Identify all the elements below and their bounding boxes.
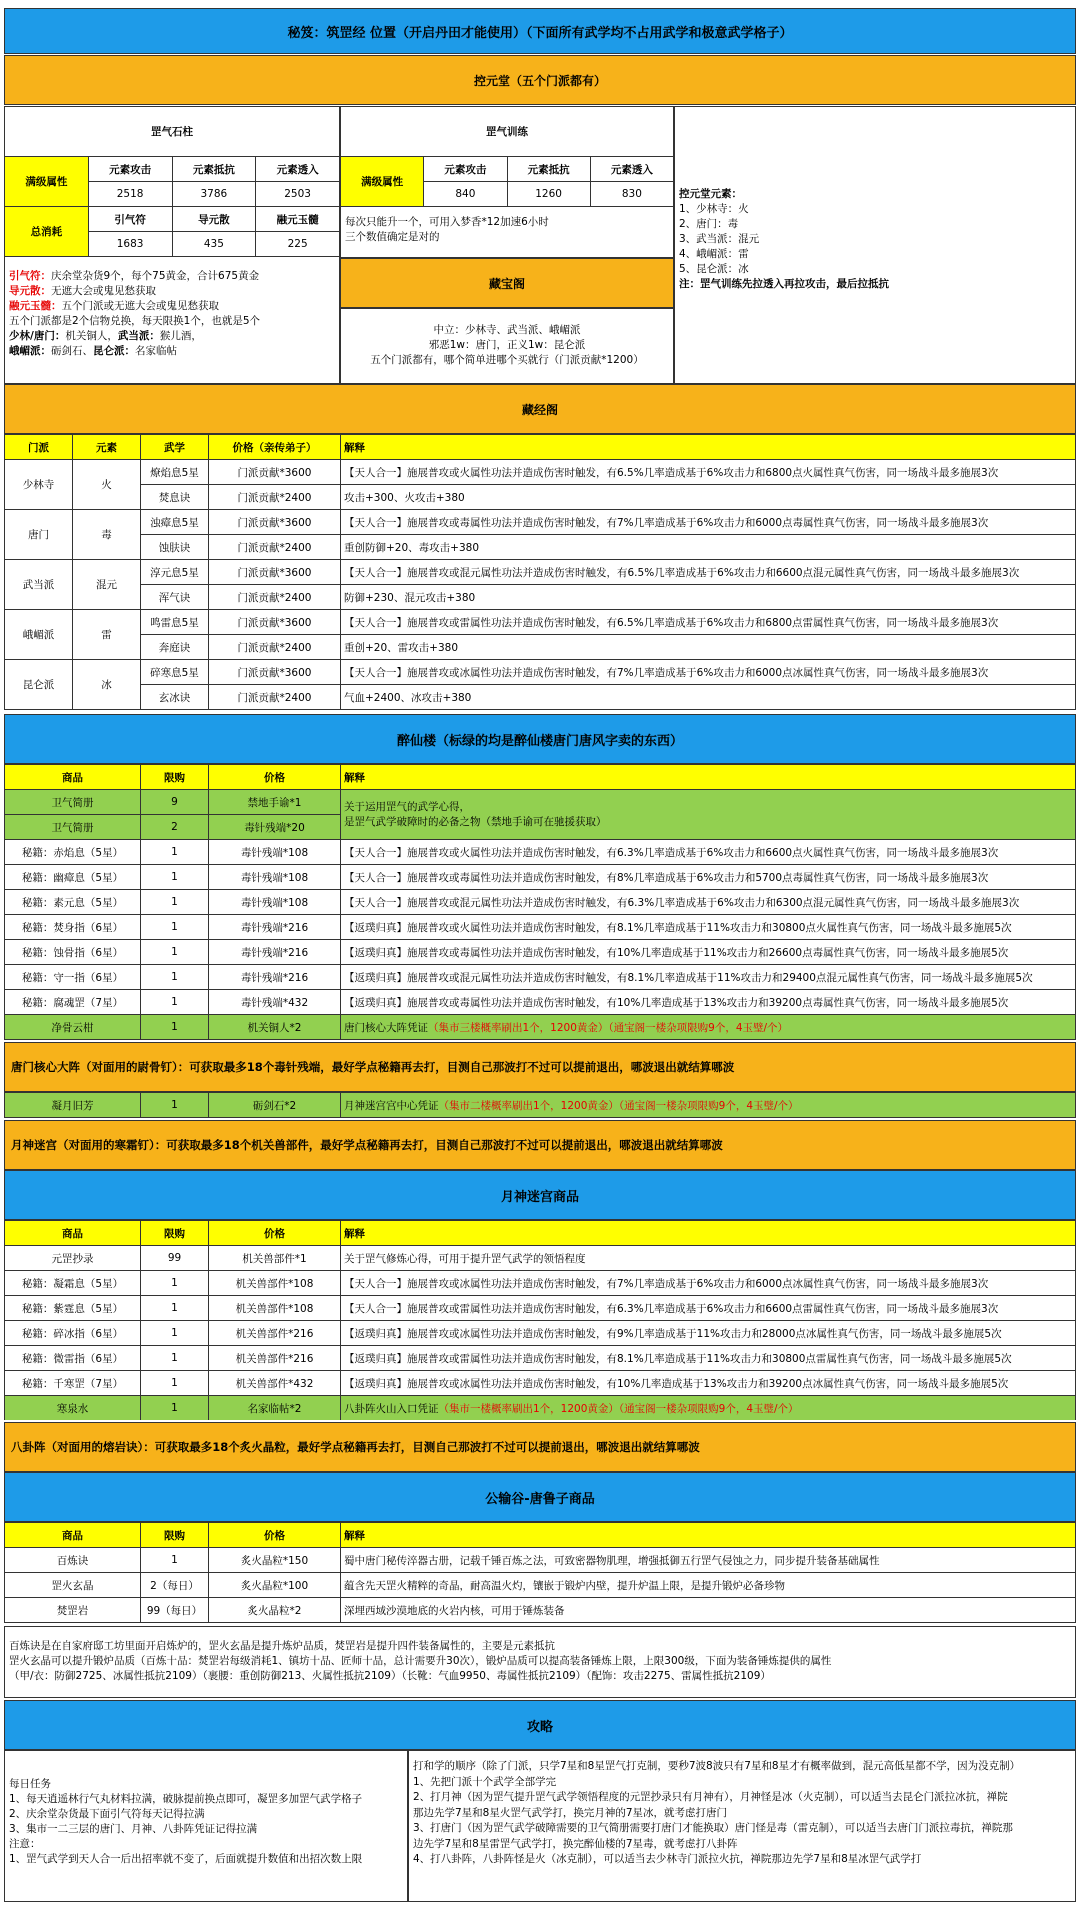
skill-desc: 重创防御+20、毒攻击+380 — [341, 535, 1076, 560]
tangmen-bar — [4, 1042, 1076, 1092]
skill-price: 门派贡献*2400 — [209, 585, 341, 610]
stone-c1: 引气符 — [88, 207, 172, 232]
elements-panel — [674, 106, 1076, 384]
skill-desc: 【天人合一】施展普攻或毒属性功法并造成伤害时触发，有7%几率造成基于6%攻击力和6000点毒属性真气伤害，同一场战斗最多施展3次 — [341, 510, 1076, 535]
item-name: 秘籍：腐魂罡（7星） — [5, 990, 141, 1015]
training-section — [340, 106, 674, 206]
stone-pillar-section — [4, 106, 340, 256]
sect-element: 混元 — [73, 560, 141, 610]
cangbao-l1: 中立：少林寺、武当派、峨嵋派 — [433, 324, 581, 336]
item-desc: 【返璞归真】施展普攻或混元属性功法并造成伤害时触发，有8.1%几率造成基于11%攻击力和29400点混元属性真气伤害，同一场战斗最多施展5次 — [341, 965, 1076, 990]
item-limit: 1 — [141, 865, 209, 890]
item-desc: 【返璞归真】施展普攻或冰属性功法并造成伤害时触发，有10%几率造成基于13%攻击力和39200点冰属性真气伤害，同一场战斗最多施展5次 — [341, 1371, 1076, 1396]
train-attr-label: 满级属性 — [341, 157, 424, 207]
sect-element: 毒 — [73, 510, 141, 560]
item-limit: 1 — [141, 890, 209, 915]
skill-price: 门派贡献*2400 — [209, 535, 341, 560]
item-limit: 1 — [141, 1371, 209, 1396]
ys-h-limit: 限购 — [141, 1221, 209, 1246]
item-limit: 1 — [141, 1093, 209, 1118]
stone-v3: 2503 — [256, 182, 340, 207]
ys-h-price: 价格 — [209, 1221, 341, 1246]
table-row — [5, 1271, 1076, 1296]
note-f-k1: 峨嵋派： — [9, 345, 51, 357]
gongshu-note2: 罡火玄晶可以提升锻炉品质（百炼十品：焚罡岩每级消耗1、镇坊十品、匠师十品，总计需要升30次），锻炉品质可以提高装备锤炼上限，上限300级，下面为装备锤炼提供的属性 — [9, 1655, 832, 1667]
item-limit: 1 — [141, 1271, 209, 1296]
table-row — [5, 685, 1076, 710]
note-f-v2: 名家临帖 — [135, 345, 177, 357]
item-name: 秘籍：微雷指（6星） — [5, 1346, 141, 1371]
table-row — [5, 610, 1076, 635]
table-row — [5, 1346, 1076, 1371]
item-desc — [341, 1015, 1076, 1040]
table-row — [5, 635, 1076, 660]
stone-cost-label: 总消耗 — [5, 207, 89, 257]
guide-header — [4, 1700, 1076, 1750]
train-note1: 每次只能升一个，可用入梦香*12加速6小时 — [345, 216, 549, 228]
stone-title: 罡气石柱 — [5, 107, 340, 157]
elements-title: 控元堂元素： — [679, 188, 742, 200]
cj-h-desc: 解释 — [341, 435, 1076, 460]
table-row — [5, 1296, 1076, 1321]
item-price: 机关兽部件*1 — [209, 1246, 341, 1271]
zx-h-limit: 限购 — [141, 765, 209, 790]
guide-right-line: 边先学7星和8星雷罡气武学打，换完醉仙楼的7星毒，就考虑打八卦阵 — [413, 1837, 738, 1850]
item-name: 焚罡岩 — [5, 1598, 141, 1623]
sect-element: 雷 — [73, 610, 141, 660]
item-limit: 2 — [141, 815, 209, 840]
item-price: 毒针残端*216 — [209, 915, 341, 940]
gongshu-note3: （甲/衣：防御2725、冰属性抵抗2109）（裹腰：重创防御213、火属性抵抗2109）（长靴：气血9950、毒属性抵抗2109）（配饰：攻击2275、雷属性抵抗2109） — [9, 1670, 771, 1682]
stone-v1: 2518 — [88, 182, 172, 207]
item-limit: 1 — [141, 1548, 209, 1573]
train-h3: 元素透入 — [590, 157, 673, 182]
note-e-k1: 少林/唐门： — [9, 330, 66, 342]
skill-price: 门派贡献*3600 — [209, 610, 341, 635]
cj-h-skill: 武学 — [141, 435, 209, 460]
guide-left-line: 2、庆余堂杂货最下面引气符每天记得拉满 — [9, 1808, 205, 1820]
train-note2: 三个数值确定是对的 — [345, 231, 440, 243]
note-e-k2: 武当派： — [117, 330, 160, 342]
guide-left-line: 1、罡气武学到天人合一后出招率就不变了，后面就提升数值和出招次数上限 — [9, 1853, 363, 1865]
table-row — [5, 1371, 1076, 1396]
table-row — [5, 1548, 1076, 1573]
sect-name: 唐门 — [5, 510, 73, 560]
gongshu-header-row — [5, 1523, 1076, 1548]
note-f-v1: 砺剑石、 — [51, 345, 93, 357]
skill-desc: 【天人合一】施展普攻或混元属性功法并造成伤害时触发，有6.5%几率造成基于6%攻击力和6600点混元属性真气伤害，同一场战斗最多施展3次 — [341, 560, 1076, 585]
item-limit: 1 — [141, 840, 209, 865]
cangbao-l3: 五个门派都有，哪个简单进哪个买就行（门派贡献*1200） — [370, 354, 644, 366]
train-title: 罡气训练 — [341, 107, 674, 157]
item-limit: 1 — [141, 1015, 209, 1040]
item-name: 秘籍：千寒罡（7星） — [5, 1371, 141, 1396]
cangjing-table — [4, 434, 1076, 714]
training-notes — [340, 206, 674, 258]
item-limit: 99 — [141, 1246, 209, 1271]
item-price: 机关兽部件*216 — [209, 1346, 341, 1371]
train-h2: 元素抵抗 — [507, 157, 590, 182]
item-price: 炙火晶粒*150 — [209, 1548, 341, 1573]
item-price: 机关兽部件*108 — [209, 1296, 341, 1321]
elements-note: 注：罡气训练先拉透入再拉攻击，最后拉抵抗 — [679, 278, 889, 290]
stone-n2: 435 — [172, 232, 256, 257]
item-desc: 【返璞归真】施展普攻或毒属性功法并造成伤害时触发，有10%几率造成基于13%攻击力和39200点毒属性真气伤害，同一场战斗最多施展5次 — [341, 990, 1076, 1015]
item-name: 秘籍：紫霆息（5星） — [5, 1296, 141, 1321]
train-v1: 840 — [424, 182, 507, 207]
item-price: 炙火晶粒*2 — [209, 1598, 341, 1623]
green-desc1: 关于运用罡气的武学心得， — [344, 800, 470, 813]
gongshu-title: 公输谷-唐鲁子商品 — [485, 1491, 595, 1507]
item-name: 元罡抄录 — [5, 1246, 141, 1271]
zx-h-price: 价格 — [209, 765, 341, 790]
guide-left-line: 注意： — [9, 1838, 41, 1850]
note-e-v2: 猴儿酒， — [159, 330, 202, 342]
item-limit: 9 — [141, 790, 209, 815]
cangjing-title: 藏经阁 — [521, 402, 558, 417]
item-desc-text: 月神迷宫宫中心凭证 — [344, 1099, 439, 1112]
guide-right-line: 2、打月神（因为罡气提升罡气武学领悟程度的元罡抄录只有月神有），月神怪是冰（火克制），可以适当去昆仑门派拉冰抗，禅院 — [413, 1791, 1008, 1803]
note-e-v1: 机关铜人， — [65, 330, 118, 342]
gs-h-limit: 限购 — [141, 1523, 209, 1548]
table-row — [5, 840, 1076, 865]
item-name: 卫气简册 — [5, 790, 141, 815]
table-row — [5, 660, 1076, 685]
sect-element: 冰 — [73, 660, 141, 710]
item-price: 机关铜人*2 — [209, 1015, 341, 1040]
item-price: 毒针残端*216 — [209, 940, 341, 965]
item-price: 毒针残端*108 — [209, 840, 341, 865]
table-row — [5, 1573, 1076, 1598]
stone-h1: 元素攻击 — [88, 157, 172, 182]
item-price: 毒针残端*20 — [209, 815, 341, 840]
guide-title: 攻略 — [526, 1719, 553, 1735]
note-a-val: 庆余堂杂货9个，每个75黄金，合计675黄金 — [51, 270, 260, 282]
stone-attr-label: 满级属性 — [5, 157, 89, 207]
cangjing-header-row — [5, 435, 1076, 460]
table-row — [5, 915, 1076, 940]
item-limit: 99（每日） — [141, 1598, 209, 1623]
item-name: 凝月旧芳 — [5, 1093, 141, 1118]
table-row — [5, 560, 1076, 585]
skill-name: 蚀肤诀 — [141, 535, 209, 560]
elements-l1: 1、少林寺：火 — [679, 203, 749, 215]
ys-h-desc: 解释 — [341, 1221, 1076, 1246]
item-limit: 1 — [141, 940, 209, 965]
item-price: 毒针残端*108 — [209, 865, 341, 890]
cangbao-notes — [340, 308, 674, 384]
item-price: 禁地手谕*1 — [209, 790, 341, 815]
item-name: 净骨云柑 — [5, 1015, 141, 1040]
note-a-key: 引气符： — [9, 270, 51, 282]
ys-h-item: 商品 — [5, 1221, 141, 1246]
table-row — [5, 990, 1076, 1015]
item-limit: 1 — [141, 1296, 209, 1321]
item-desc-text: 唐门核心大阵凭证 — [344, 1021, 428, 1034]
sect-name: 少林寺 — [5, 460, 73, 510]
cj-h-elem: 元素 — [73, 435, 141, 460]
item-name: 秘籍：守一指（6星） — [5, 965, 141, 990]
item-desc: 蕴含先天罡火精粹的奇晶，耐高温火灼，镶嵌于锻炉内壁，提升炉温上限，是提升锻炉必备珍物 — [341, 1573, 1076, 1598]
item-desc: 【天人合一】施展普攻或毒属性功法并造成伤害时触发，有8%几率造成基于6%攻击力和5700点毒属性真气伤害，同一场战斗最多施展3次 — [341, 865, 1076, 890]
elements-l3: 3、武当派：混元 — [679, 233, 760, 245]
cj-h-sect: 门派 — [5, 435, 73, 460]
item-desc-red: （集市二楼概率刷出1个，1200黄金）（通宝阁一楼杂项限购9个，4玉璧/个） — [438, 1099, 799, 1112]
zuixian-title: 醉仙楼（标绿的均是醉仙楼唐门唐风字卖的东西） — [396, 733, 683, 749]
ningyue-row — [4, 1092, 1076, 1120]
skill-price: 门派贡献*2400 — [209, 485, 341, 510]
guide-right-line: 1、先把门派十个武学全部学完 — [413, 1775, 557, 1788]
skill-desc: 气血+2400、冰攻击+380 — [341, 685, 1076, 710]
cangbao-l2: 邪恶1w：唐门，正义1w：昆仑派 — [428, 339, 586, 351]
yueshen-header-row — [5, 1221, 1076, 1246]
skill-desc: 【天人合一】施展普攻或雷属性功法并造成伤害时触发，有6.5%几率造成基于6%攻击力和6800点雷属性真气伤害，同一场战斗最多施展3次 — [341, 610, 1076, 635]
skill-name: 焚息诀 — [141, 485, 209, 510]
skill-desc: 【天人合一】施展普攻或冰属性功法并造成伤害时触发，有7%几率造成基于6%攻击力和6000点冰属性真气伤害，同一场战斗最多施展3次 — [341, 660, 1076, 685]
green-desc2: 是罡气武学破障时的必备之物（禁地手谕可在驰援获取） — [344, 815, 607, 828]
item-desc — [341, 1093, 1076, 1118]
stone-h2: 元素抵抗 — [172, 157, 256, 182]
material-notes — [4, 256, 340, 384]
gs-h-item: 商品 — [5, 1523, 141, 1548]
gongshu-notes — [4, 1626, 1076, 1698]
skill-price: 门派贡献*3600 — [209, 660, 341, 685]
stone-c3: 融元玉髓 — [256, 207, 340, 232]
note-c-val: 五个门派或无遮大会或鬼见愁获取 — [61, 300, 219, 312]
note-b-val: 无遮大会或鬼见愁获取 — [51, 285, 156, 297]
bagua-bar — [4, 1422, 1076, 1472]
table-row — [5, 1321, 1076, 1346]
item-limit: 2（每日） — [141, 1573, 209, 1598]
cangbao-title: 藏宝阁 — [488, 276, 525, 291]
table-row — [5, 1246, 1076, 1271]
table-row — [5, 510, 1076, 535]
item-name: 秘籍：凝霜息（5星） — [5, 1271, 141, 1296]
stone-c2: 导元散 — [172, 207, 256, 232]
yueshen-header — [4, 1170, 1076, 1220]
item-desc: 【返璞归真】施展普攻或冰属性功法并造成伤害时触发，有9%几率造成基于11%攻击力和28000点冰属性真气伤害，同一场战斗最多施展5次 — [341, 1321, 1076, 1346]
zuixian-header — [4, 714, 1076, 764]
item-desc: 蜀中唐门秘传淬器古册，记载千锤百炼之法，可致密器物肌理，增强抵御五行罡气侵蚀之力，同步提升装备基础属性 — [341, 1548, 1076, 1573]
skill-name: 浑气诀 — [141, 585, 209, 610]
item-name: 秘籍：焚身指（6星） — [5, 915, 141, 940]
item-limit: 1 — [141, 1346, 209, 1371]
skill-desc: 重创+20、雷攻击+380 — [341, 635, 1076, 660]
train-h1: 元素攻击 — [424, 157, 507, 182]
item-name: 秘籍：赤焰息（5星） — [5, 840, 141, 865]
item-desc: 【返璞归真】施展普攻或毒属性功法并造成伤害时触发，有10%几率造成基于11%攻击力和26600点毒属性真气伤害，同一场战斗最多施展5次 — [341, 940, 1076, 965]
guide-right-line: 3、打唐门（因为罡气武学破障需要的卫气简册需要打唐门才能换取）唐门怪是毒（雷克制），可以适当去唐门门派拉毒抗，禅院那 — [413, 1822, 1013, 1834]
item-price: 毒针残端*216 — [209, 965, 341, 990]
page-title-text: 秘笈：筑罡经 位置（开启丹田才能使用）（下面所有武学均不占用武学和极意武学格子） — [287, 25, 793, 41]
table-row — [5, 965, 1076, 990]
item-limit: 1 — [141, 1396, 209, 1421]
item-price: 毒针残端*108 — [209, 890, 341, 915]
skill-price: 门派贡献*3600 — [209, 510, 341, 535]
item-desc — [341, 790, 1076, 840]
item-name: 寒泉水 — [5, 1396, 141, 1421]
gs-h-desc: 解释 — [341, 1523, 1076, 1548]
sect-name: 峨嵋派 — [5, 610, 73, 660]
train-v3: 830 — [590, 182, 673, 207]
zx-h-item: 商品 — [5, 765, 141, 790]
elements-l2: 2、唐门：毒 — [679, 218, 739, 230]
skill-price: 门派贡献*2400 — [209, 685, 341, 710]
skill-price: 门派贡献*3600 — [209, 460, 341, 485]
item-desc: 【天人合一】施展普攻或火属性功法并造成伤害时触发，有6.3%几率造成基于6%攻击力和6600点火属性真气伤害，同一场战斗最多施展3次 — [341, 840, 1076, 865]
skill-name: 玄冰诀 — [141, 685, 209, 710]
cangbao-header — [340, 258, 674, 308]
skill-desc: 【天人合一】施展普攻或火属性功法并造成伤害时触发，有6.5%几率造成基于6%攻击力和6800点火属性真气伤害，同一场战斗最多施展3次 — [341, 460, 1076, 485]
item-price: 炙火晶粒*100 — [209, 1573, 341, 1598]
note-c-key: 融元玉髓： — [9, 300, 62, 312]
item-desc — [341, 1396, 1076, 1421]
guide-left-line: 3、集市一二三层的唐门、月神、八卦阵凭证记得拉满 — [9, 1823, 258, 1835]
page-title — [4, 8, 1076, 54]
elements-l4: 4、峨嵋派：雷 — [679, 248, 749, 260]
gongshu-note1: 百炼诀是在自家府邸工坊里面开启炼炉的，罡火玄晶是提升炼炉品质，焚罡岩是提升四件装备属性的，主要是元素抵抗 — [9, 1640, 555, 1652]
bagua-bar-text: 八卦阵（对面用的熔岩诀）：可获取最多18个炙火晶粒，最好学点秘籍再去打，目测自己那波打不过可以提前退出，哪波退出就结算哪波 — [11, 1440, 700, 1454]
yueshen-bar-text: 月神迷宫（对面用的寒霜钉）：可获取最多18个机关兽部件，最好学点秘籍再去打，目测自己那波打不过可以提前退出，哪波退出就结算哪波 — [11, 1138, 723, 1152]
skill-name: 碎寒息5星 — [141, 660, 209, 685]
stone-n1: 1683 — [88, 232, 172, 257]
item-name: 罡火玄晶 — [5, 1573, 141, 1598]
skill-name: 燎焰息5星 — [141, 460, 209, 485]
stone-h3: 元素透入 — [256, 157, 340, 182]
item-name: 秘籍：蚀骨指（6星） — [5, 940, 141, 965]
item-limit: 1 — [141, 915, 209, 940]
item-price: 名家临帖*2 — [209, 1396, 341, 1421]
tangmen-bar-text: 唐门核心大阵（对面用的尉骨钉）：可获取最多18个毒针残端，最好学点秘籍再去打，目测自己那波打不过可以提前退出，哪波退出就结算哪波 — [11, 1060, 735, 1074]
yueshen-table — [4, 1220, 1076, 1420]
zuixian-header-row — [5, 765, 1076, 790]
guide-left — [4, 1750, 408, 1902]
gongshu-header — [4, 1472, 1076, 1522]
sect-name: 武当派 — [5, 560, 73, 610]
table-row — [5, 1396, 1076, 1421]
note-f-k2: 昆仑派： — [93, 345, 135, 357]
item-desc: 深埋西域沙漠地底的火岩内核，可用于锤炼装备 — [341, 1598, 1076, 1623]
cangjing-header — [4, 384, 1076, 434]
skill-name: 奔庭诀 — [141, 635, 209, 660]
item-limit: 1 — [141, 965, 209, 990]
item-desc: 【返璞归真】施展普攻或雷属性功法并造成伤害时触发，有8.1%几率造成基于11%攻击力和30800点雷属性真气伤害，同一场战斗最多施展5次 — [341, 1346, 1076, 1371]
zuixian-table — [4, 764, 1076, 1042]
table-row — [5, 535, 1076, 560]
skill-name: 淳元息5星 — [141, 560, 209, 585]
item-name: 秘籍：幽瘴息（5星） — [5, 865, 141, 890]
guide-left-line: 1、每天逍遥林行气丸材料拉满，破脉提前换点即可，凝罡多加罡气武学格子 — [9, 1793, 363, 1805]
item-desc: 关于罡气修炼心得，可用于提升罡气武学的领悟程度 — [341, 1246, 1076, 1271]
table-row — [5, 1598, 1076, 1623]
stone-v2: 3786 — [172, 182, 256, 207]
gongshu-table — [4, 1522, 1076, 1626]
sect-element: 火 — [73, 460, 141, 510]
guide-right-line: 那边先学7星和8星火罡气武学打，换完月神的7星冰，就考虑打唐门 — [413, 1806, 728, 1819]
item-desc-red: （集市三楼概率刷出1个，1200黄金）（通宝阁一楼杂项限购9个，4玉璧/个） — [428, 1021, 789, 1034]
skill-name: 浊瘴息5星 — [141, 510, 209, 535]
guide-left-line: 每日任务 — [9, 1778, 51, 1790]
yueshen-bar — [4, 1120, 1076, 1170]
guide-right — [408, 1750, 1076, 1902]
table-row — [5, 890, 1076, 915]
skill-price: 门派贡献*2400 — [209, 635, 341, 660]
elements-l5: 5、昆仑派：冰 — [679, 263, 749, 275]
note-d: 五个门派都是2个信物兑换，每天限换1个，也就是5个 — [9, 315, 261, 327]
table-row — [5, 1015, 1076, 1040]
item-desc-text: 八卦阵火山入口凭证 — [344, 1402, 439, 1415]
item-limit: 1 — [141, 990, 209, 1015]
table-row — [5, 1093, 1076, 1118]
kongyuan-header — [4, 55, 1076, 105]
note-b-key: 导元散： — [9, 285, 51, 297]
item-price: 砺剑石*2 — [209, 1093, 341, 1118]
item-desc: 【天人合一】施展普攻或雷属性功法并造成伤害时触发，有6.3%几率造成基于6%攻击力和6600点雷属性真气伤害，同一场战斗最多施展3次 — [341, 1296, 1076, 1321]
item-name: 秘籍：碎冰指（6星） — [5, 1321, 141, 1346]
table-row — [5, 940, 1076, 965]
table-row — [5, 865, 1076, 890]
zx-h-desc: 解释 — [341, 765, 1076, 790]
item-desc: 【天人合一】施展普攻或混元属性功法并造成伤害时触发，有6.3%几率造成基于6%攻击力和6300点混元属性真气伤害，同一场战斗最多施展3次 — [341, 890, 1076, 915]
kongyuan-header-text: 控元堂（五个门派都有） — [473, 73, 606, 88]
cj-h-price: 价格（亲传弟子） — [209, 435, 341, 460]
skill-name: 鸣雷息5星 — [141, 610, 209, 635]
guide-right-line: 4、打八卦阵，八卦阵怪是火（冰克制），可以适当去少林寺门派拉火抗，禅院那边先学7星和8星冰罡气武学打 — [413, 1853, 922, 1865]
train-v2: 1260 — [507, 182, 590, 207]
item-name: 百炼诀 — [5, 1548, 141, 1573]
item-price: 机关兽部件*108 — [209, 1271, 341, 1296]
item-price: 机关兽部件*432 — [209, 1371, 341, 1396]
sect-name: 昆仑派 — [5, 660, 73, 710]
yueshen-title: 月神迷宫商品 — [500, 1189, 579, 1205]
skill-desc: 攻击+300、火攻击+380 — [341, 485, 1076, 510]
item-desc-red: （集市一楼概率刷出1个，1200黄金）（通宝阁一楼杂项限购9个，4玉璧/个） — [438, 1402, 799, 1415]
table-row — [5, 790, 1076, 815]
gs-h-price: 价格 — [209, 1523, 341, 1548]
table-row — [5, 460, 1076, 485]
item-limit: 1 — [141, 1321, 209, 1346]
item-desc: 【天人合一】施展普攻或冰属性功法并造成伤害时触发，有7%几率造成基于6%攻击力和6000点冰属性真气伤害，同一场战斗最多施展3次 — [341, 1271, 1076, 1296]
item-desc: 【返璞归真】施展普攻或火属性功法并造成伤害时触发，有8.1%几率造成基于11%攻击力和30800点火属性真气伤害，同一场战斗最多施展5次 — [341, 915, 1076, 940]
table-row — [5, 585, 1076, 610]
stone-n3: 225 — [256, 232, 340, 257]
item-name: 秘籍：素元息（5星） — [5, 890, 141, 915]
item-name: 卫气简册 — [5, 815, 141, 840]
guide-right-line: 打和学的顺序（除了门派，只学7星和8星罡气打克制，要秒7波8波只有7星和8星才有概率做到，混元高低星都不学，因为没克制） — [413, 1760, 1021, 1772]
table-row — [5, 485, 1076, 510]
skill-price: 门派贡献*3600 — [209, 560, 341, 585]
item-price: 机关兽部件*216 — [209, 1321, 341, 1346]
item-price: 毒针残端*432 — [209, 990, 341, 1015]
skill-desc: 防御+230、混元攻击+380 — [341, 585, 1076, 610]
